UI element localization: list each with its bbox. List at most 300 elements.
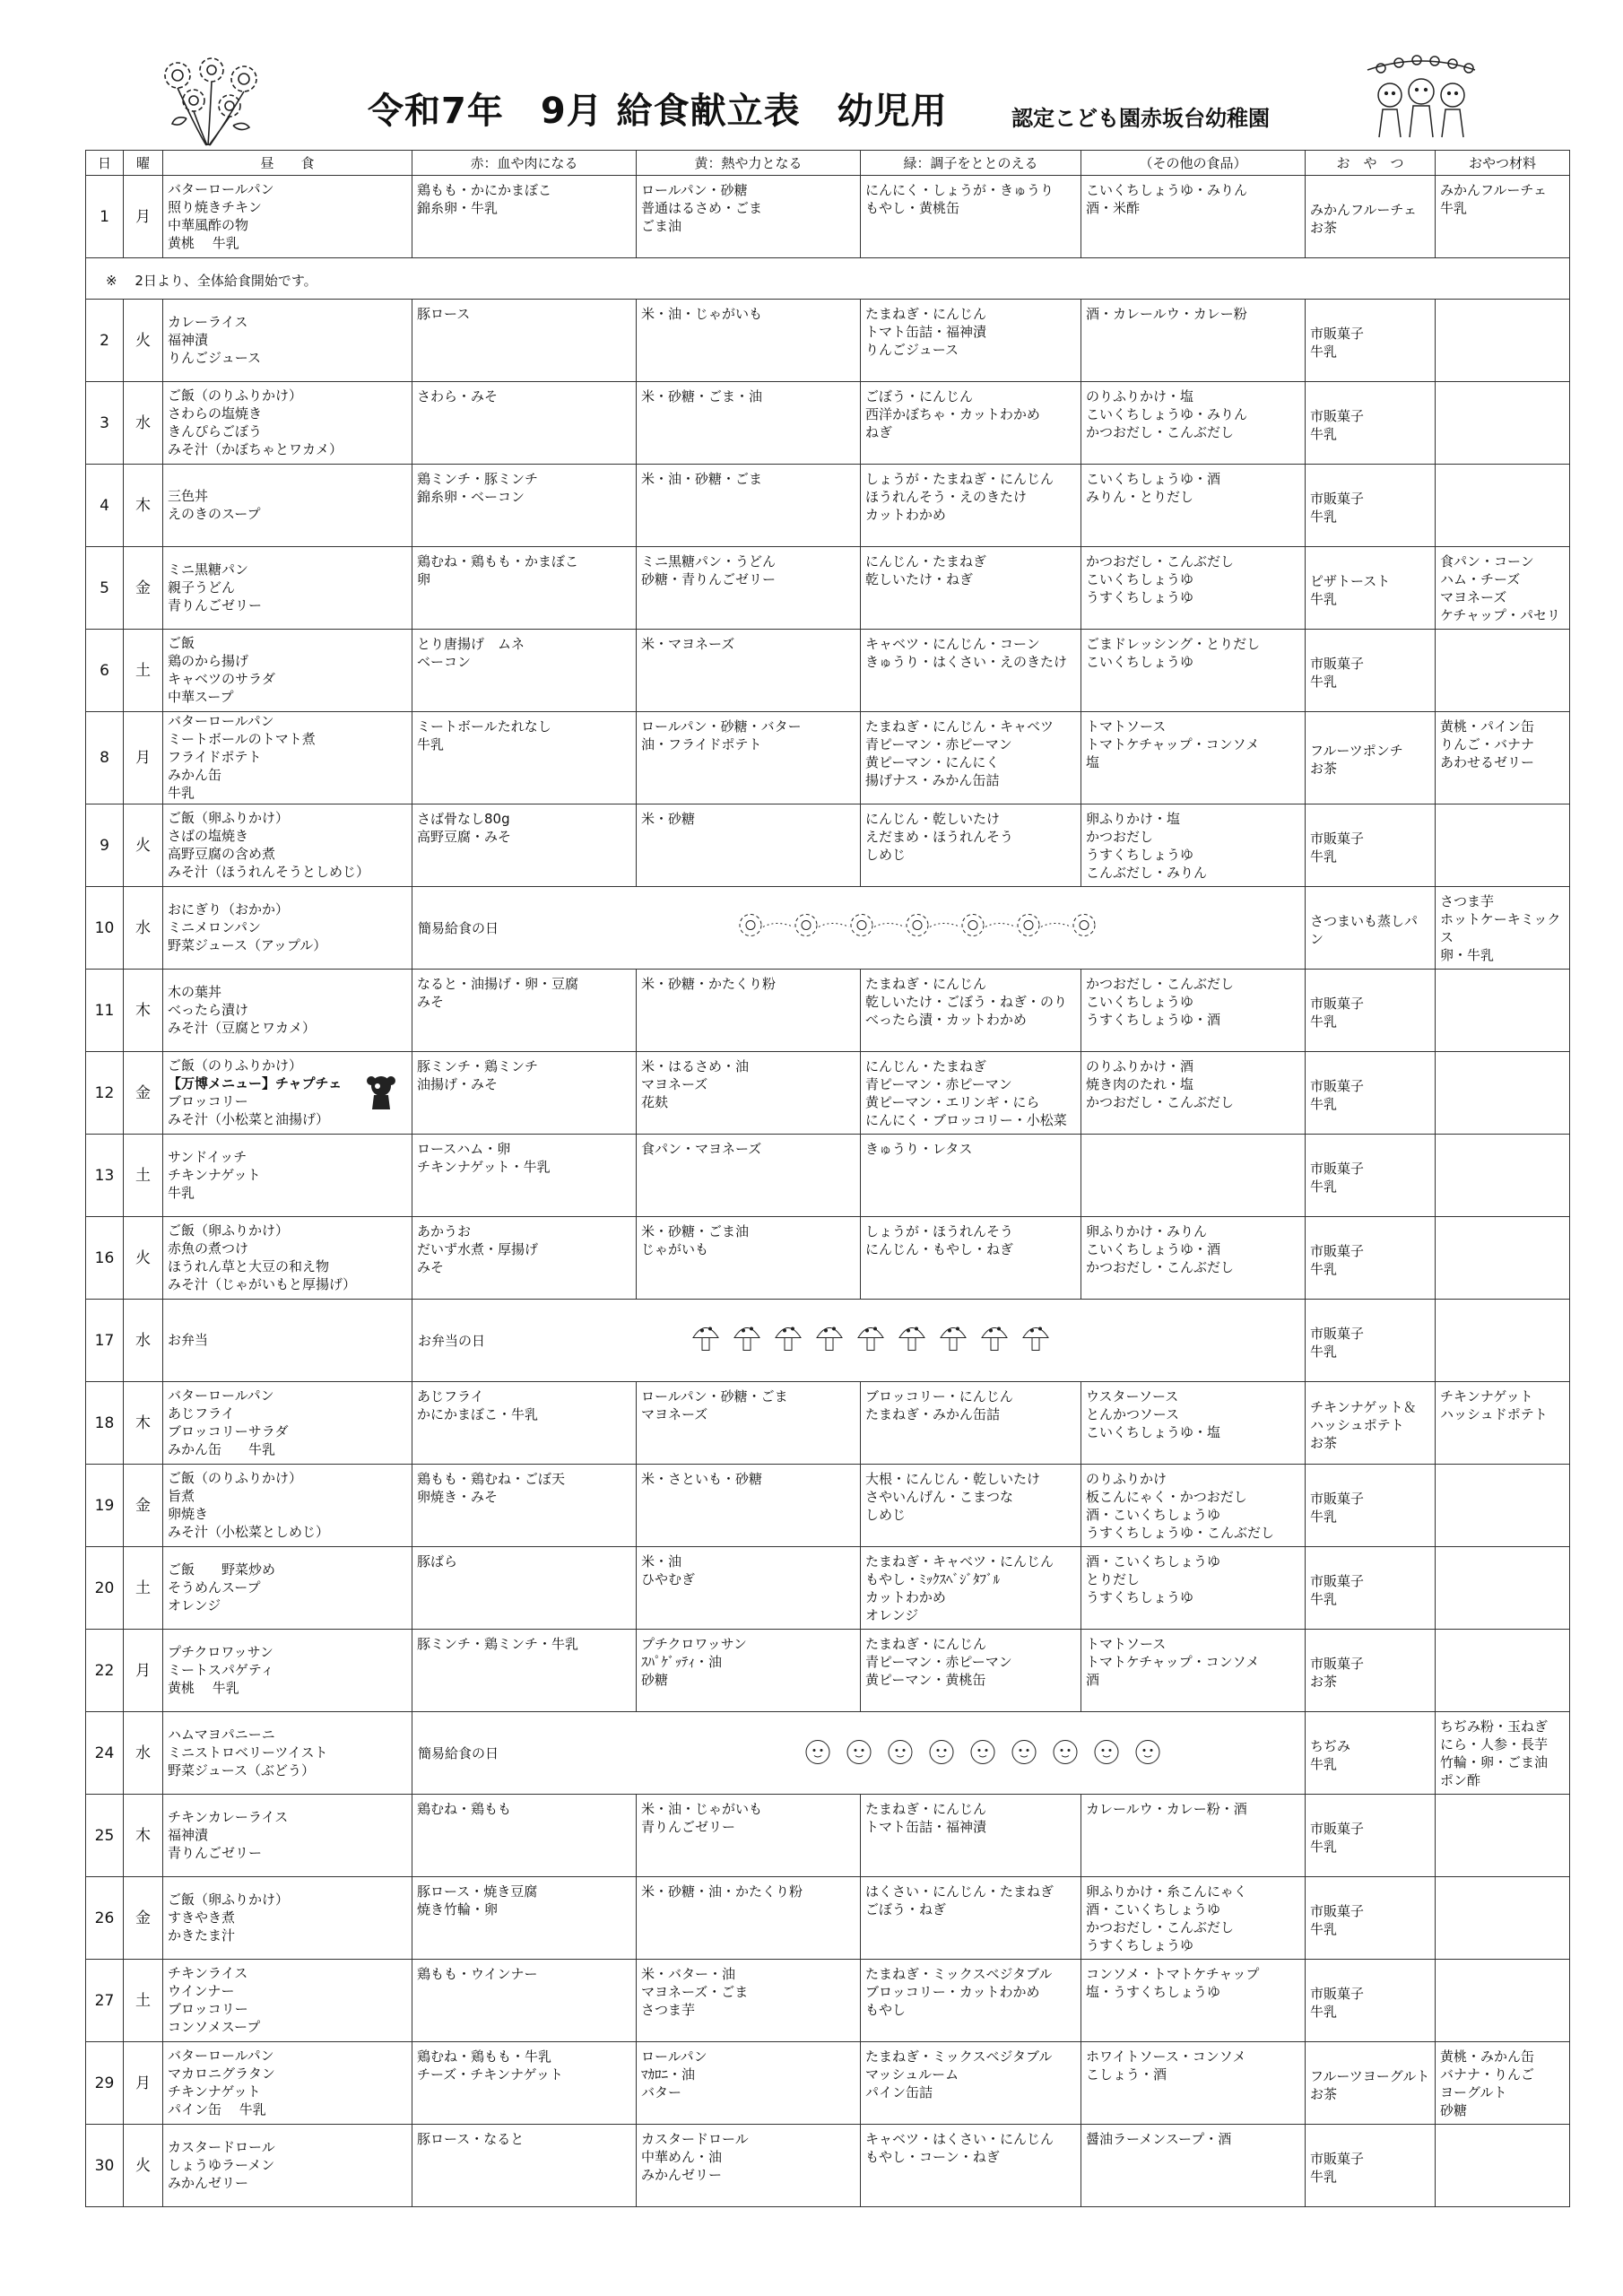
yellow-foods-line: 青りんごゼリー	[641, 1819, 736, 1835]
other-foods-line: のりふりかけ	[1086, 1471, 1167, 1487]
snack-ingredients	[1436, 630, 1570, 712]
snack-ingredients-line: あわせるゼリー	[1440, 754, 1535, 770]
lunch-menu-line: 黄桃 牛乳	[168, 1679, 239, 1696]
other-foods-line: 酒・こいくちしょうゆ	[1086, 1553, 1221, 1570]
weekday: 月	[124, 1630, 163, 1712]
green-foods	[861, 630, 1081, 712]
other-foods-line: みりん・とりだし	[1086, 489, 1194, 505]
other-foods-line: ホワイトソース・コンソメ	[1086, 2048, 1246, 2065]
red-foods-line: 豚ばら	[417, 1553, 458, 1570]
lunch-menu	[163, 176, 412, 258]
table-row	[86, 887, 1570, 970]
lunch-menu-line: みそ汁（かぼちゃとワカメ）	[168, 440, 343, 457]
snack-ingredients	[1436, 970, 1570, 1052]
menu-table	[85, 150, 1570, 2207]
school-name: 認定こども園赤坂台幼稚園	[1011, 106, 1270, 131]
other-foods-line: かつおだし・こんぶだし	[1086, 1259, 1235, 1275]
red-foods-line: 卵焼き・みそ	[417, 1489, 499, 1505]
snack-line: 牛乳	[1310, 1095, 1338, 1112]
snack-line: ちぢみ	[1310, 1737, 1351, 1754]
other-foods	[1081, 1547, 1306, 1630]
lunch-menu-line: 福神漬	[168, 331, 209, 348]
page-title: 令和7年 9月 給食献立表 幼児用	[368, 91, 948, 132]
table-row	[86, 176, 1570, 258]
children-with-lanterns-icon	[1363, 52, 1480, 142]
other-foods-line: トマトソース	[1086, 1636, 1167, 1652]
table-row	[86, 712, 1570, 804]
green-foods-line: にんにく・ブロッコリー・小松菜	[865, 1112, 1067, 1128]
simple-lunch-label: お弁当の日	[418, 1332, 486, 1349]
day-number: 24	[86, 1712, 124, 1795]
snack-ingredients	[1436, 804, 1570, 887]
other-foods	[1081, 804, 1306, 887]
lunch-menu-line: ご飯（卵ふりかけ）	[168, 1222, 290, 1239]
table-row	[86, 1217, 1570, 1300]
green-foods-line: にんじん・たまねぎ	[865, 553, 987, 570]
note-text: ※ 2日より、全体給食開始です。	[86, 258, 1570, 300]
red-foods-line: 錦糸卵・牛乳	[417, 200, 499, 216]
snack-ingredients	[1436, 1960, 1570, 2042]
yellow-foods-line: ﾏｶﾛﾆ・油	[641, 2066, 696, 2083]
snack-ingredients	[1436, 1795, 1570, 1877]
yellow-foods	[637, 1960, 861, 2042]
weekday: 土	[124, 630, 163, 712]
weekday: 木	[124, 970, 163, 1052]
red-foods-line: さば骨なし80g	[417, 811, 510, 827]
other-foods	[1081, 2125, 1306, 2207]
green-foods-line: 黄ピーマン・エリンギ・にら	[865, 1094, 1040, 1110]
lunch-menu-line: ご飯	[168, 634, 195, 651]
snack-ingredients	[1436, 1300, 1570, 1382]
snack	[1306, 382, 1436, 465]
expo-mascot-icon	[363, 1074, 399, 1113]
yellow-foods-line: マヨネーズ	[641, 1406, 708, 1422]
lunch-menu-line: 福神漬	[168, 1826, 209, 1843]
green-foods	[861, 1547, 1081, 1630]
green-foods-line: キャベツ・にんじん・コーン	[865, 636, 1040, 652]
red-foods-line: 焼き竹輪・卵	[417, 1901, 499, 1918]
snack	[1306, 176, 1436, 258]
green-foods-line: 揚げナス・みかん缶詰	[865, 772, 1000, 788]
day-number: 4	[86, 465, 124, 547]
snack-line: 市販菓子	[1310, 407, 1365, 424]
table-row	[86, 1960, 1570, 2042]
snack-line: 牛乳	[1310, 2168, 1338, 2185]
green-foods-line: たまねぎ・ミックスベジタブル	[865, 2048, 1053, 2065]
lunch-menu-line: みそ汁（小松菜と油揚げ）	[168, 1110, 330, 1127]
red-foods-line: あかうお	[417, 1223, 472, 1239]
other-foods-line: うすくちしょうゆ	[1086, 1937, 1194, 1953]
snack-ingredients	[1436, 1052, 1570, 1135]
lunch-menu-line: そうめんスープ	[168, 1578, 261, 1596]
yellow-foods-line: ごま油	[641, 218, 682, 234]
lunch-menu-line: 青りんごゼリー	[168, 1844, 263, 1861]
green-foods	[861, 1877, 1081, 1960]
yellow-foods-line: マヨネーズ・ごま	[641, 1984, 749, 2000]
green-foods-line: 乾しいたけ・ごぼう・ねぎ・のり	[865, 994, 1068, 1010]
snack	[1306, 1795, 1436, 1877]
snack	[1306, 2042, 1436, 2125]
green-foods	[861, 970, 1081, 1052]
snack-ingredients-line: さつま芋	[1440, 893, 1495, 909]
other-foods-line: 酒・こいくちしょうゆ	[1086, 1901, 1221, 1918]
snack-line: お茶	[1310, 2085, 1338, 2102]
yellow-foods-line: 油・フライドポテト	[641, 736, 762, 752]
other-foods-line: のりふりかけ・酒	[1086, 1058, 1194, 1074]
green-foods	[861, 1960, 1081, 2042]
other-foods-line: カレールウ・カレー粉・酒	[1086, 1801, 1247, 1817]
lunch-menu	[163, 1217, 412, 1300]
lunch-menu-line: えのきのスープ	[168, 505, 261, 522]
lunch-menu	[163, 1960, 412, 2042]
lunch-menu-line: ミニストロベリーツイスト	[168, 1744, 328, 1761]
snack-line: 市販菓子	[1310, 1820, 1365, 1837]
weekday: 火	[124, 804, 163, 887]
lunch-menu-line: ミニメロンパン	[168, 918, 261, 935]
day-number: 16	[86, 1217, 124, 1300]
green-foods-line: にんにく・しょうが・きゅうり	[865, 182, 1055, 198]
snack-ingredients	[1436, 712, 1570, 804]
weekday: 火	[124, 1217, 163, 1300]
mushroom-chain-icon	[686, 1318, 1072, 1359]
red-foods	[412, 1877, 637, 1960]
snack-line: フルーツヨーグルト	[1310, 2067, 1430, 2084]
red-foods-line: みそ	[417, 1259, 445, 1275]
snack-ingredients	[1436, 1877, 1570, 1960]
lunch-menu-line: 照り焼きチキン	[168, 198, 262, 215]
snack-ingredients	[1436, 300, 1570, 382]
red-foods	[412, 804, 637, 887]
day-number: 22	[86, 1630, 124, 1712]
yellow-foods-line: 米・砂糖・油・かたくり粉	[641, 1883, 803, 1900]
other-foods-line: 卵ふりかけ・塩	[1086, 811, 1181, 827]
yellow-foods	[637, 547, 861, 630]
table-row	[86, 1877, 1570, 1960]
day-number: 10	[86, 887, 124, 970]
snack-ingredients-line: にら・人参・長芋	[1440, 1736, 1549, 1752]
green-foods	[861, 1135, 1081, 1217]
weekday: 木	[124, 1795, 163, 1877]
snack-line: 牛乳	[1310, 2003, 1338, 2020]
weekday: 水	[124, 887, 163, 970]
snack-line: 牛乳	[1310, 1343, 1338, 1360]
yellow-foods-line: ロールパン・砂糖・バター	[641, 718, 802, 735]
day-number: 2	[86, 300, 124, 382]
lunch-menu-line: 親子うどん	[168, 578, 236, 596]
weekday: 水	[124, 382, 163, 465]
weekday: 土	[124, 1135, 163, 1217]
lunch-menu-line: 中華スープ	[168, 688, 234, 705]
lunch-menu	[163, 382, 412, 465]
table-row	[86, 547, 1570, 630]
snack-line: お茶	[1310, 1434, 1338, 1451]
lunch-menu-line: マカロニグラタン	[168, 2065, 275, 2082]
red-foods	[412, 2042, 637, 2125]
other-foods-line: うすくちしょうゆ・こんぶだし	[1086, 1525, 1275, 1541]
snack	[1306, 712, 1436, 804]
header-snack-ingredients: おやつ材料	[1436, 151, 1570, 176]
snack-line: 牛乳	[1310, 343, 1338, 360]
green-foods-line: りんごジュース	[865, 342, 959, 358]
green-foods	[861, 465, 1081, 547]
lunch-menu-line: バターロールパン	[168, 1387, 274, 1404]
green-foods-line: マッシュルーム	[865, 2066, 959, 2083]
lunch-menu-line: おにぎり（おかか）	[168, 900, 290, 918]
table-row	[86, 1382, 1570, 1465]
table-row	[86, 804, 1570, 887]
red-foods	[412, 300, 637, 382]
lunch-menu-line: 黄桃 牛乳	[168, 234, 239, 251]
yellow-foods-line: マヨネーズ	[641, 1076, 708, 1092]
green-foods-line: ほうれんそう・えのきたけ	[865, 489, 1028, 505]
green-foods-line: たまねぎ・みかん缶詰	[865, 1406, 1001, 1422]
red-foods-line: 鶏むね・鶏もも・牛乳	[417, 2048, 552, 2065]
red-foods	[412, 1630, 637, 1712]
weekday: 月	[124, 712, 163, 804]
lunch-menu	[163, 2125, 412, 2207]
lunch-menu-line: ハムマヨパニーニ	[168, 1726, 275, 1743]
day-number: 12	[86, 1052, 124, 1135]
lunch-menu-line: みそ汁（小松菜としめじ）	[168, 1523, 330, 1540]
red-foods-line: 錦糸卵・ベーコン	[417, 489, 525, 505]
lunch-menu-line: ブロッコリーサラダ	[168, 1422, 289, 1439]
flower-chain-icon	[731, 905, 1116, 946]
green-foods-line: ごぼう・ねぎ	[865, 1901, 947, 1918]
snack-line: ハッシュポテト	[1310, 1416, 1404, 1433]
yellow-foods-line: ミニ黒糖パン・うどん	[641, 553, 777, 570]
lunch-menu-line: ご飯（のりふりかけ）	[168, 1469, 303, 1486]
lunch-menu-line: プチクロワッサン	[168, 1643, 273, 1660]
other-foods	[1081, 1630, 1306, 1712]
other-foods-line: こいくちしょうゆ・酒	[1086, 1241, 1221, 1257]
simple-lunch-cell	[412, 1712, 1306, 1795]
snack-ingredients	[1436, 887, 1570, 970]
snack-line: 市販菓子	[1310, 1160, 1365, 1177]
green-foods	[861, 300, 1081, 382]
snack	[1306, 1135, 1436, 1217]
other-foods-line: 醤油ラーメンスープ・酒	[1086, 2131, 1232, 2147]
lunch-menu	[163, 1795, 412, 1877]
other-foods-line: 塩・うすくちしょうゆ	[1086, 1984, 1221, 2000]
green-foods-line: はくさい・にんじん・たまねぎ	[865, 1883, 1055, 1900]
green-foods	[861, 1382, 1081, 1465]
other-foods-line: かつおだし・こんぶだし	[1086, 976, 1235, 992]
yellow-foods-line: 米・油・じゃがいも	[641, 306, 763, 322]
red-foods-line: だいず水煮・厚揚げ	[417, 1241, 539, 1257]
yellow-foods	[637, 970, 861, 1052]
snack-line: 市販菓子	[1310, 995, 1365, 1012]
red-foods-line: みそ	[417, 994, 445, 1010]
day-number: 19	[86, 1465, 124, 1547]
lunch-menu	[163, 1300, 412, 1382]
snack-line: 市販菓子	[1310, 1655, 1365, 1672]
snack-ingredients	[1436, 1547, 1570, 1630]
day-number: 27	[86, 1960, 124, 2042]
weekday: 金	[124, 1465, 163, 1547]
lunch-menu-line: 【万博メニュー】チャプチェ	[168, 1074, 343, 1091]
lunch-menu-line: ミニ黒糖パン	[168, 561, 249, 578]
red-foods-line: 鶏もも・ウインナー	[417, 1966, 538, 1982]
snack	[1306, 1300, 1436, 1382]
green-foods-line: カットわかめ	[865, 1589, 946, 1605]
green-foods	[861, 804, 1081, 887]
day-number: 9	[86, 804, 124, 887]
red-foods	[412, 176, 637, 258]
snack-ingredients-line: 牛乳	[1440, 200, 1468, 216]
yellow-foods-line: 米・砂糖・かたくり粉	[641, 976, 777, 992]
lunch-menu-line: バターロールパン	[168, 2047, 274, 2064]
green-foods-line: 乾しいたけ・ねぎ	[865, 571, 974, 587]
lunch-menu-line: 青りんごゼリー	[168, 596, 263, 613]
red-foods-line: ミートボールたれなし	[417, 718, 551, 735]
other-foods-line: かつおだし・こんぶだし	[1086, 1919, 1235, 1935]
lunch-menu-line: 旨煮	[168, 1487, 195, 1504]
lunch-menu-line: みかんゼリー	[168, 2174, 249, 2191]
green-foods-line: しめじ	[865, 847, 907, 863]
other-foods-line: 卵ふりかけ・糸こんにゃく	[1086, 1883, 1247, 1900]
table-row	[86, 465, 1570, 547]
lunch-menu-line: チキンナゲット	[168, 2083, 261, 2100]
table-row	[86, 1795, 1570, 1877]
red-foods-line: かにかまぼこ・牛乳	[417, 1406, 539, 1422]
other-foods-line: トマトソース	[1086, 718, 1167, 735]
weekday: 木	[124, 465, 163, 547]
yellow-foods-line: 砂糖	[641, 1672, 669, 1688]
snack-ingredients	[1436, 2042, 1570, 2125]
other-foods-line: かつおだし・こんぶだし	[1086, 553, 1235, 570]
yellow-foods-line: 砂糖・青りんごゼリー	[641, 571, 777, 587]
yellow-foods	[637, 465, 861, 547]
lunch-menu	[163, 1382, 412, 1465]
green-foods-line: たまねぎ・にんじん	[865, 1801, 987, 1817]
green-foods-line: にんじん・乾しいたけ	[865, 811, 1001, 827]
green-foods-line: ブロッコリー・にんじん	[865, 1388, 1013, 1405]
snack-ingredients	[1436, 1712, 1570, 1795]
red-foods-line: 豚ロース・なると	[417, 2131, 525, 2147]
red-foods	[412, 382, 637, 465]
green-foods-line: ねぎ	[865, 424, 893, 440]
snack-line: 牛乳	[1310, 1013, 1338, 1030]
green-foods-line: しょうが・ほうれんそう	[865, 1223, 1014, 1239]
other-foods	[1081, 712, 1306, 804]
lunch-menu	[163, 465, 412, 547]
green-foods-line: たまねぎ・キャベツ・にんじん	[865, 1553, 1055, 1570]
other-foods-line: 酒	[1086, 1672, 1100, 1688]
snack-ingredients-line: 黄桃・みかん缶	[1440, 2048, 1535, 2065]
yellow-foods-line: 米・油・じゃがいも	[641, 1801, 763, 1817]
day-number: 13	[86, 1135, 124, 1217]
green-foods-line: ブロッコリー・カットわかめ	[865, 1984, 1040, 2000]
other-foods-line: トマトケチャップ・コンソメ	[1086, 1654, 1260, 1670]
green-foods-line: たまねぎ・にんじん	[865, 1636, 987, 1652]
snack-ingredients-line: ちぢみ粉・玉ねぎ	[1440, 1718, 1549, 1735]
snack-ingredients-line: ポン酢	[1440, 1772, 1481, 1788]
yellow-foods-line: 食パン・マヨネーズ	[641, 1141, 762, 1157]
weekday: 月	[124, 2042, 163, 2125]
snack-line: 市販菓子	[1310, 1985, 1365, 2002]
snack-line: お茶	[1310, 761, 1338, 777]
red-foods	[412, 465, 637, 547]
red-foods-line: なると・油揚げ・卵・豆腐	[417, 976, 579, 992]
snack-ingredients	[1436, 547, 1570, 630]
snack-ingredients-line: 竹輪・卵・ごま油	[1440, 1754, 1549, 1770]
yellow-foods-line: 米・油・砂糖・ごま	[641, 471, 763, 487]
green-foods-line: トマト缶詰・福神漬	[865, 324, 987, 340]
green-foods-line: 黄ピーマン・にんにく	[865, 754, 1000, 770]
other-foods	[1081, 382, 1306, 465]
snack-ingredients-line: バナナ・りんご	[1440, 2066, 1535, 2083]
snack-ingredients-line: 砂糖	[1440, 2102, 1468, 2118]
snack-ingredients	[1436, 1465, 1570, 1547]
red-foods-line: さわら・みそ	[417, 388, 499, 404]
red-foods-line: 豚ロース	[417, 306, 471, 322]
snack-line: 牛乳	[1310, 848, 1338, 865]
other-foods-line: こいくちしょうゆ	[1086, 571, 1194, 587]
table-row	[86, 300, 1570, 382]
day-number: 18	[86, 1382, 124, 1465]
table-row	[86, 970, 1570, 1052]
lunch-menu-line: 牛乳	[168, 785, 195, 801]
green-foods-line: 青ピーマン・赤ピーマン	[865, 1654, 1012, 1670]
red-foods-line: あじフライ	[417, 1388, 484, 1405]
green-foods	[861, 382, 1081, 465]
green-foods-line: ごぼう・にんじん	[865, 388, 974, 404]
header-lunch: 昼 食	[163, 151, 412, 176]
yellow-foods-line: じゃがいも	[641, 1241, 709, 1257]
other-foods-line: トマトケチャップ・コンソメ	[1086, 736, 1260, 752]
weekday: 金	[124, 547, 163, 630]
green-foods-line: さやいんげん・こまつな	[865, 1489, 1014, 1505]
table-row	[86, 630, 1570, 712]
green-foods-line: キャベツ・はくさい・にんじん	[865, 2131, 1055, 2147]
green-foods-line: えだまめ・ほうれんそう	[865, 829, 1014, 845]
lunch-menu-line: コンソメスープ	[168, 2018, 261, 2035]
red-foods	[412, 1547, 637, 1630]
snack	[1306, 630, 1436, 712]
yellow-foods-line: みかんゼリー	[641, 2167, 723, 2183]
other-foods-line: かつおだし	[1086, 829, 1154, 845]
snack-ingredients-line: 卵・牛乳	[1440, 947, 1495, 963]
lunch-menu-line: 野菜ジュース（アップル）	[168, 936, 327, 953]
table-row	[86, 1300, 1570, 1382]
other-foods-line: こいくちしょうゆ・みりん	[1086, 406, 1248, 422]
snack-line: 市販菓子	[1310, 655, 1365, 672]
red-foods	[412, 1795, 637, 1877]
weekday: 火	[124, 300, 163, 382]
lunch-menu-line: りんごジュース	[168, 349, 261, 366]
snack-line: ピザトースト	[1310, 572, 1391, 589]
snack-line: 牛乳	[1310, 1260, 1338, 1277]
day-number: 25	[86, 1795, 124, 1877]
simple-lunch-label: 簡易給食の日	[418, 919, 499, 936]
simple-lunch-cell	[412, 887, 1306, 970]
weekday: 火	[124, 2125, 163, 2207]
header-snack: お や つ	[1306, 151, 1436, 176]
yellow-foods-line: ｽﾊﾟｹﾞｯﾃｨ・油	[641, 1654, 723, 1670]
yellow-foods-line: ロールパン・砂糖・ごま	[641, 1388, 788, 1405]
header-day: 日	[86, 151, 124, 176]
table-row	[86, 1547, 1570, 1630]
lunch-menu-line: サンドイッチ	[168, 1148, 247, 1165]
snack-line: 市販菓子	[1310, 830, 1365, 847]
other-foods-line: コンソメ・トマトケチャップ	[1086, 1966, 1260, 1982]
lunch-menu-line: 野菜ジュース（ぶどう）	[168, 1761, 315, 1779]
green-foods	[861, 1795, 1081, 1877]
weekday: 木	[124, 1382, 163, 1465]
yellow-foods	[637, 2125, 861, 2207]
lunch-menu-line: パイン缶 牛乳	[168, 2100, 266, 2118]
weekday: 土	[124, 1960, 163, 2042]
